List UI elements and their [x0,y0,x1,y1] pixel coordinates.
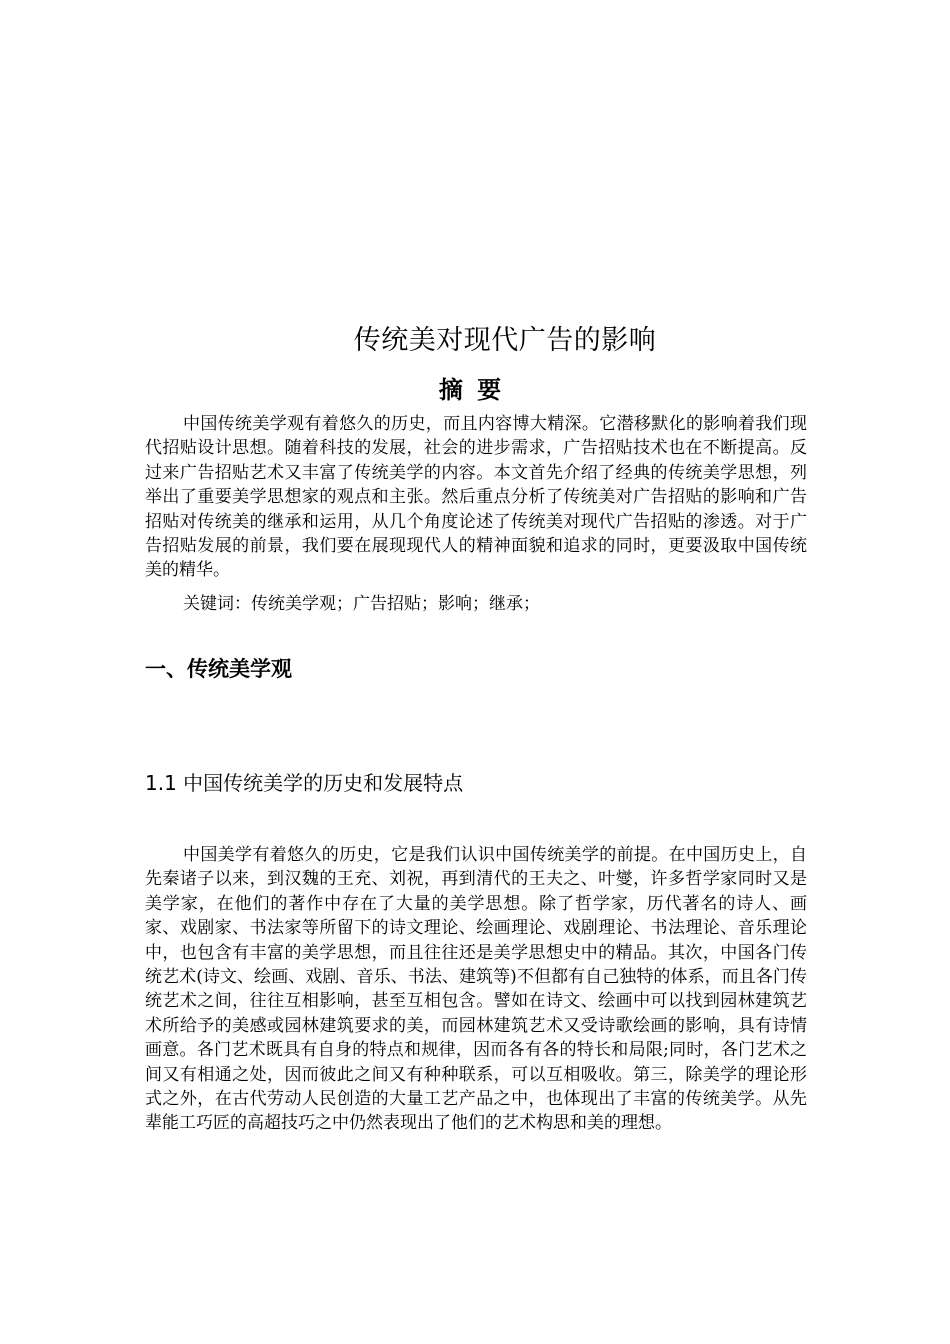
keywords-text: 传统美学观；广告招贴；影响；继承； [251,594,540,614]
keywords-label: 关键词： [183,594,251,614]
subsection-heading: 1.1 中国传统美学的历史和发展特点 [145,771,464,795]
section-paragraph: 中国美学有着悠久的历史，它是我们认识中国传统美学的前提。在中国历史上，自先秦诸子以来，到汉魏的王充、刘祝，再到清代的王夫之、叶燮，许多哲学家同时又是美学家，在他们的著作中存在了大量的美学思想。除了哲学家，历代著名的诗人、画家、戏剧家、书法家等所留下的诗文理论、绘画理论、戏剧理论、书法理论、音乐理论中，也包含有丰富的美学思想，而且往往还是美学思想史中的精品。其次，中国各门传统艺术(诗文、绘画、戏剧、音乐、书法、建筑等)不但都有自己独特的体系，而且各门传统艺术之间，往往互相影响，甚至互相包含。譬如在诗文、绘画中可以找到园林建筑艺术所给予的美感或园林建筑要求的美，而园林建筑艺术又受诗歌绘画的影响，具有诗情画意。各门艺术既具有自身的特点和规律，因而各有各的特长和局限;同时，各门艺术之间又有相通之处，因而彼此之间又有种种联系，可以互相吸收。第三，除美学的理论形式之外，在古代劳动人民创造的大量工艺产品之中，也体现出了丰富的传统美学。从先辈能工巧匠的高超技巧之中仍然表现出了他们的艺术构思和美的理想。 [145,845,807,1134]
abstract-paragraph: 中国传统美学观有着悠久的历史，而且内容博大精深。它潜移默化的影响着我们现代招贴设计思想。随着科技的发展，社会的进步需求，广告招贴技术也在不断提高。反过来广告招贴艺术又丰富了传统美学的内容。本文首先介绍了经典的传统美学思想，列举出了重要美学思想家的观点和主张。然后重点分析了传统美对广告招贴的影响和广告招贴对传统美的继承和运用，从几个角度论述了传统美对现代广告招贴的渗透。对于广告招贴发展的前景，我们要在展现现代人的精神面貌和追求的同时，更要汲取中国传统美的精华。 [145,414,807,581]
section-heading: 一、传统美学观 [145,657,292,681]
document-title: 传统美对现代广告的影响 [353,325,657,356]
abstract-heading: 摘 要 [438,376,502,404]
keywords-line [183,592,540,616]
